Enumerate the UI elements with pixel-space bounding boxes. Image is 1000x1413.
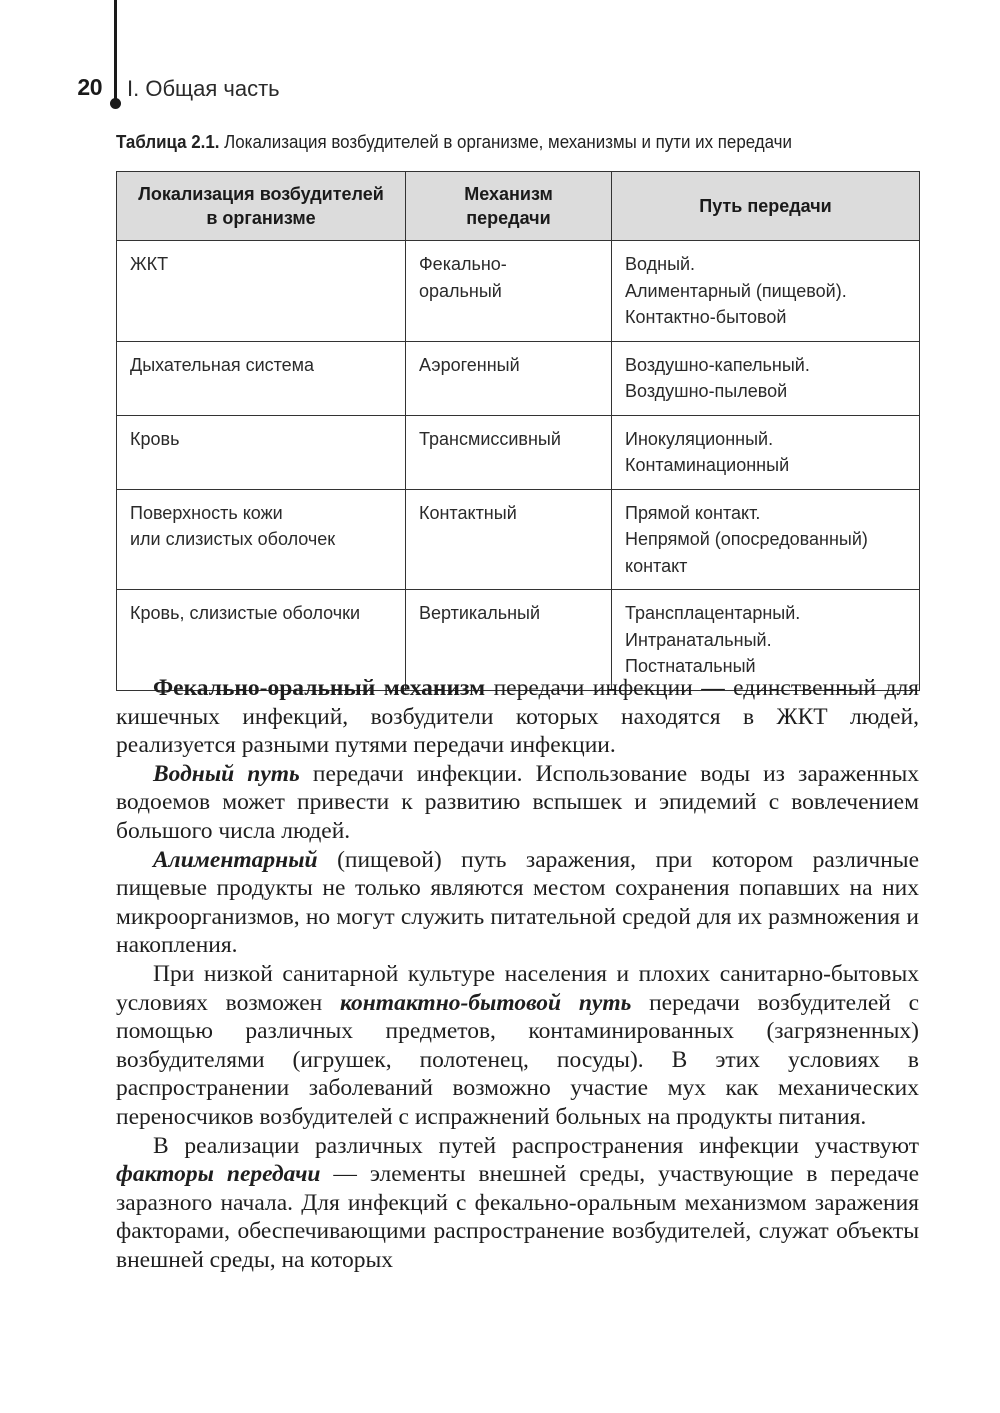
cell-routes: Прямой контакт. Непрямой (опосредованный) контакт <box>612 489 920 590</box>
page-number: 20 <box>77 74 102 100</box>
header-localization: Локализация возбудителей в организме <box>117 172 406 241</box>
term-water-route: Водный путь <box>153 760 300 787</box>
header-rule-dot <box>110 98 121 109</box>
cell-localization: Поверхность кожи или слизистых оболочек <box>117 489 406 590</box>
cell-routes: Трансплацентарный. Интранатальный. Постнатальный <box>612 590 920 691</box>
term-alimentary: Алиментарный <box>153 846 318 873</box>
cell-localization: Кровь <box>117 415 406 489</box>
running-head: I. Общая часть <box>127 76 280 101</box>
cell-routes: Воздушно-капельный. Воздушно-пылевой <box>612 341 920 415</box>
term-contact-household: контактно-бытовой путь <box>339 989 632 1016</box>
cell-mechanism: Трансмиссивный <box>406 415 612 489</box>
header-mechanism: Механизм передачи <box>406 172 612 241</box>
cell-routes: Инокуляционный. Контаминационный <box>612 415 920 489</box>
body-text <box>116 674 919 1274</box>
table-row <box>117 415 920 489</box>
paragraph-contact-household: При низкой санитарной культуре населения и плохих санитарно-бытовых условиях возможен контактно-бытовой путь передачи возбудителей с помощью различных предметов, контаминированных (загрязненных) возбудителями (игрушек, полотенец, посуды). В этих условиях в распространении заболеваний возможно участие мух как механических переносчиков возбудителей с испражнений больных на продукты питания. <box>116 960 920 1130</box>
cell-mechanism: Фекально- оральный <box>406 241 612 342</box>
table-caption-label: Таблица 2.1. <box>116 132 220 152</box>
paragraph-water-route: Водный путь передачи инфекции. Использование воды из зараженных водоемов может привести к развитию вспышек и эпидемий с вовлечением большого числа людей. <box>116 760 919 844</box>
cell-localization: ЖКТ <box>117 241 406 342</box>
cell-mechanism: Аэрогенный <box>406 341 612 415</box>
cell-localization: Дыхательная система <box>117 341 406 415</box>
table-row <box>117 489 920 590</box>
header-vertical-rule <box>114 0 117 100</box>
table-caption <box>116 132 792 153</box>
paragraph-fecal-oral: Фекально-оральный механизм передачи инфекции — единственный для кишечных инфекций, возбудители которых находятся в ЖКТ людей, реализуется разными путями передачи инфекции. <box>116 675 919 759</box>
paragraph-transmission-factors: В реализации различных путей распространения инфекции участвуют факторы передачи — элементы внешней среды, участвующие в передаче заразного начала. Для инфекций с фекально-оральным механизмом заражения факторами, обеспечивающими распространение возбудителей, служат объекты внешней среды, на которых <box>116 1132 920 1273</box>
paragraph-alimentary: Алиментарный (пищевой) путь заражения, при котором различные пищевые продукты не только являются местом сохранения попавших на них микроорганизмов, но могут служить питательной средой для их размножения и накопления. <box>116 846 919 959</box>
term-fecal-oral: Фекально-оральный механизм <box>153 675 486 701</box>
cell-mechanism: Вертикальный <box>406 590 612 691</box>
term-transmission-factors: факторы передачи <box>116 1161 321 1188</box>
cell-mechanism: Контактный <box>406 489 612 590</box>
transmission-table <box>116 171 920 691</box>
table-caption-text: Локализация возбудителей в организме, механизмы и пути их передачи <box>224 132 792 152</box>
table-row <box>117 341 920 415</box>
cell-localization: Кровь, слизистые оболочки <box>117 590 406 691</box>
table-row <box>117 241 920 342</box>
cell-routes: Водный. Алиментарный (пищевой). Контактно-бытовой <box>612 241 920 342</box>
table-header-row <box>117 172 920 241</box>
header-route: Путь передачи <box>612 172 920 241</box>
